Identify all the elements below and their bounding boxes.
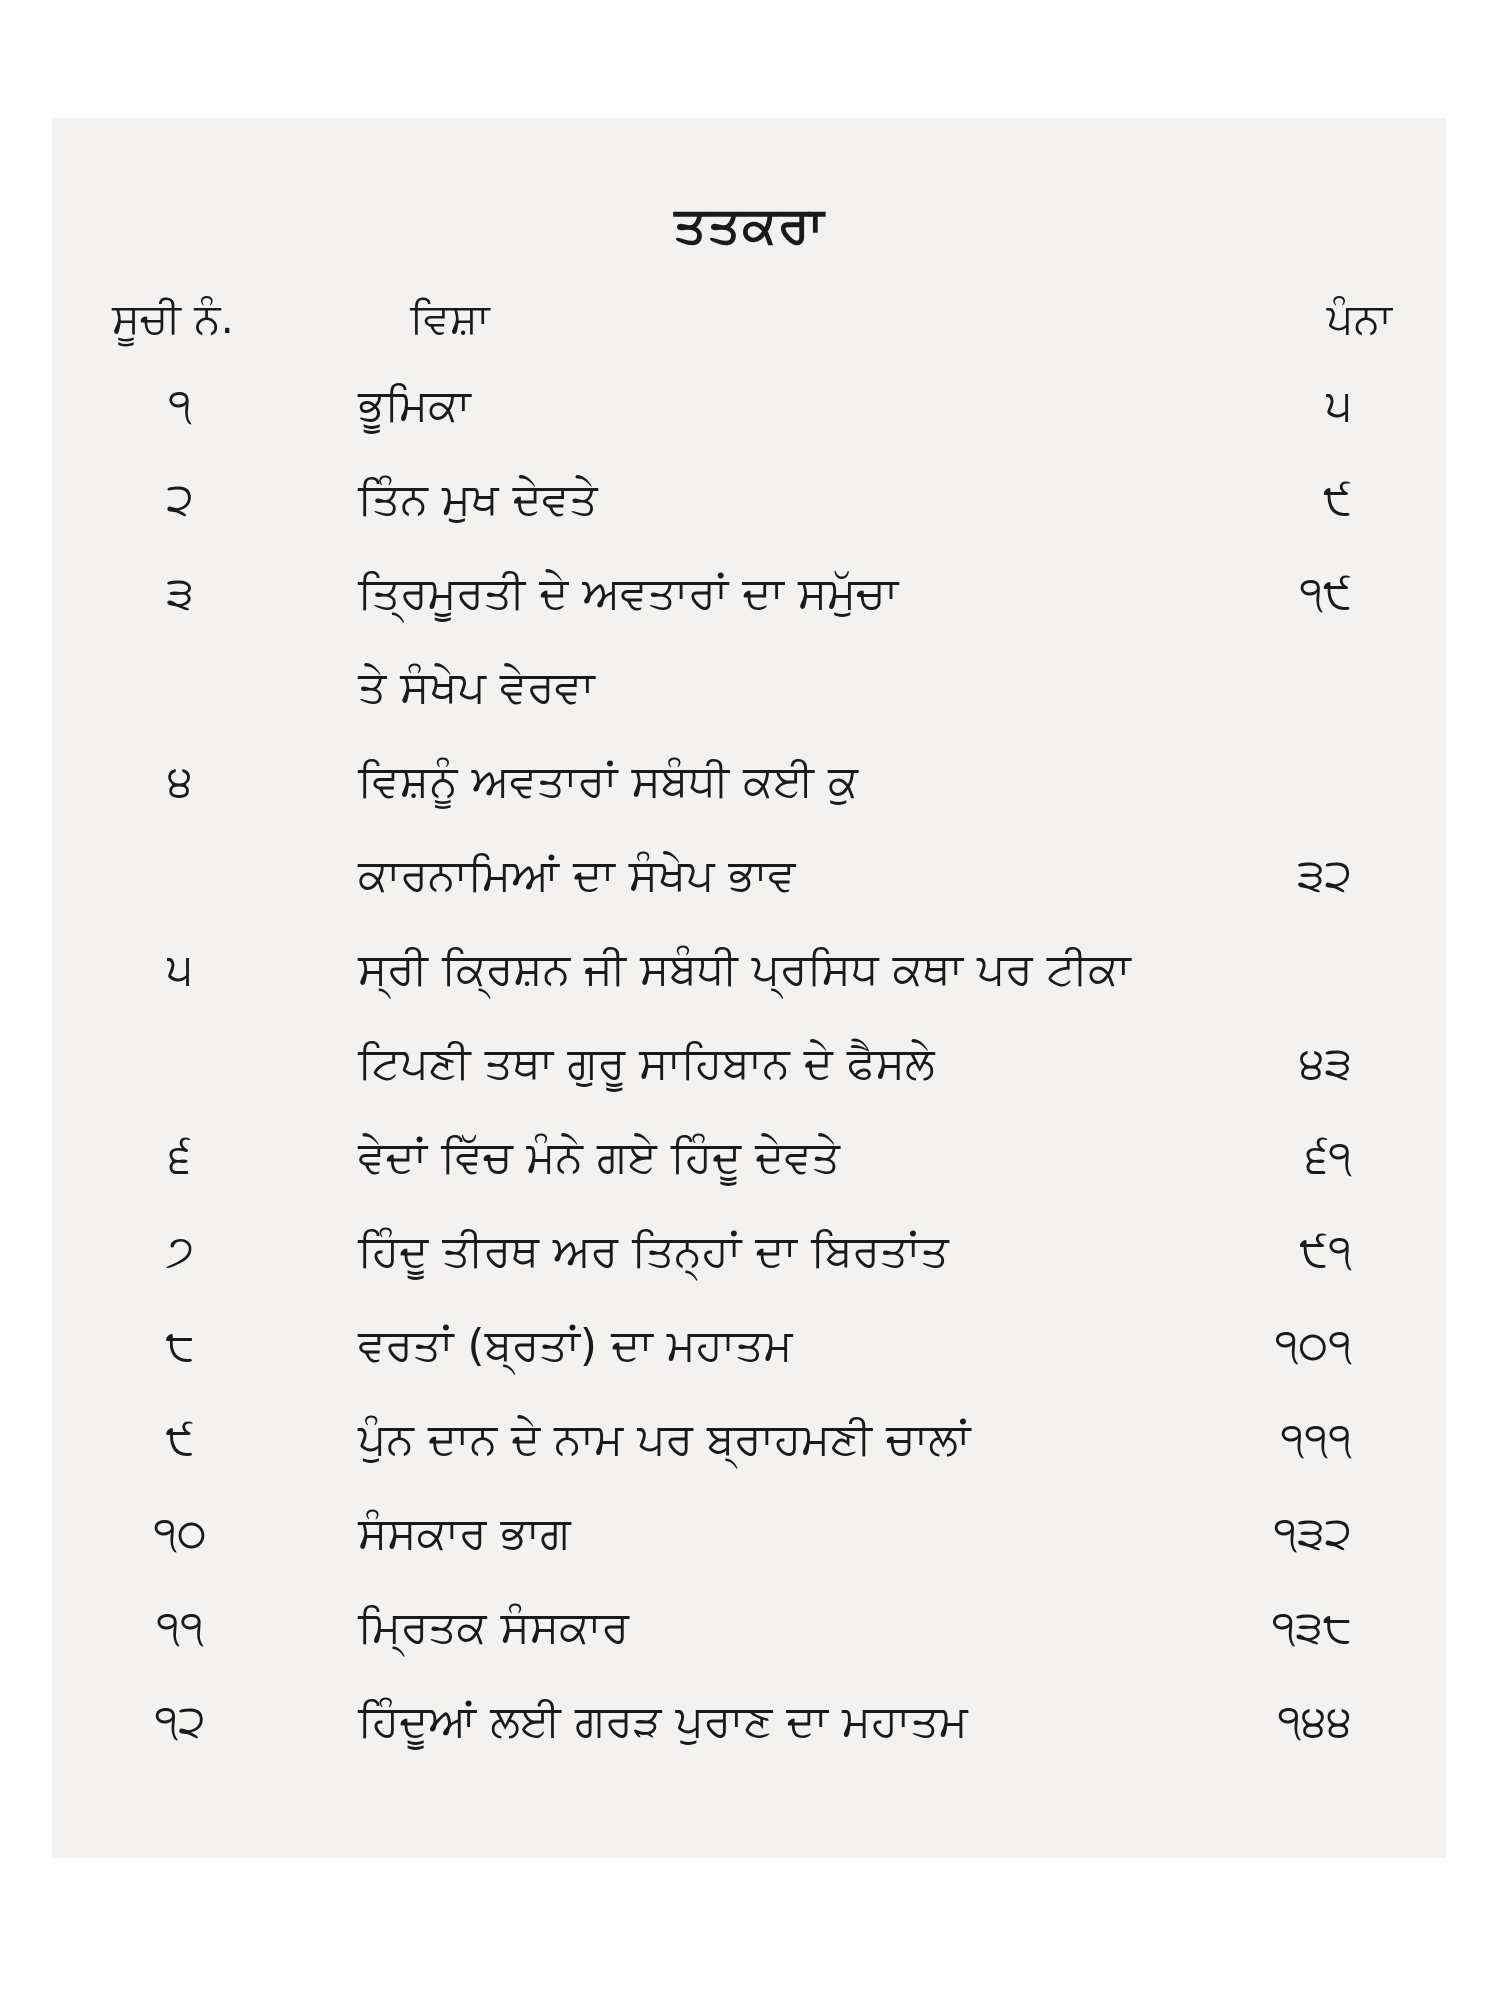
toc-line (0, 1310, 1500, 1404)
toc-line (0, 746, 1500, 840)
toc-entry-page: ੧੦੧ (1274, 1320, 1352, 1371)
toc-entry-page: ੧੩੨ (1273, 1508, 1352, 1559)
toc-entry-topic: ਭੂਮਿਕਾ (358, 380, 471, 431)
column-header-page: ਪੰਨਾ (1326, 294, 1392, 343)
toc-entry-page: ੧੧੧ (1280, 1414, 1352, 1465)
toc-entry-topic: ਤਿੰਨ ਮੁਖ ਦੇਵਤੇ (358, 474, 598, 525)
toc-line (0, 1498, 1500, 1592)
toc-list (0, 370, 1500, 1780)
toc-entry-number: ੨ (166, 474, 194, 525)
toc-entry-page: ੯ (1323, 474, 1352, 525)
toc-entry-number: ੪ (167, 756, 193, 807)
toc-entry-number: ੧੦ (153, 1508, 207, 1559)
toc-line (0, 558, 1500, 652)
toc-entry-page: ੫ (1326, 380, 1352, 431)
toc-entry-page: ੯੧ (1299, 1226, 1352, 1277)
toc-entry-topic: ਹਿੰਦੂ ਤੀਰਥ ਅਰ ਤਿਨ੍ਹਾਂ ਦਾ ਬਿਰਤਾਂਤ (358, 1226, 949, 1277)
toc-line (0, 1686, 1500, 1780)
toc-entry-number: ੧੨ (154, 1696, 206, 1747)
toc-line (0, 370, 1500, 464)
toc-entry-topic: ਟਿਪਣੀ ਤਥਾ ਗੁਰੂ ਸਾਹਿਬਾਨ ਦੇ ਫੈਸਲੇ (358, 1038, 935, 1089)
toc-entry-topic: ਸੰਸਕਾਰ ਭਾਗ (358, 1508, 571, 1559)
toc-entry-page: ੪੩ (1299, 1038, 1352, 1089)
toc-line (0, 464, 1500, 558)
toc-line (0, 840, 1500, 934)
toc-entry-topic: ਮ੍ਰਿਤਕ ਸੰਸਕਾਰ (358, 1602, 630, 1653)
toc-entry-page: ੧੯ (1299, 568, 1352, 619)
toc-line (0, 1028, 1500, 1122)
toc-entry-page: ੩੨ (1297, 850, 1352, 901)
toc-entry-topic: ਵਰਤਾਂ (ਬ੍ਰਤਾਂ) ਦਾ ਮਹਾਤਮ (358, 1320, 793, 1371)
toc-entry-topic: ਵਿਸ਼ਨੂੰ ਅਵਤਾਰਾਂ ਸਬੰਧੀ ਕਈ ਕੁ (358, 756, 858, 807)
toc-entry-topic: ਤੇ ਸੰਖੇਪ ਵੇਰਵਾ (358, 662, 595, 713)
toc-entry-page: ੬੧ (1305, 1132, 1352, 1183)
toc-entry-topic: ਸ੍ਰੀ ਕ੍ਰਿਸ਼ਨ ਜੀ ਸਬੰਧੀ ਪ੍ਰਸਿਧ ਕਥਾ ਪਰ ਟੀਕਾ (358, 944, 1131, 995)
toc-line (0, 1122, 1500, 1216)
column-header-number: ਸੂਚੀ ਨੰ. (112, 294, 234, 343)
toc-entry-number: ੩ (166, 568, 194, 619)
toc-line (0, 934, 1500, 1028)
toc-entry-topic: ਵੇਦਾਂ ਵਿੱਚ ਮੰਨੇ ਗਏ ਹਿੰਦੂ ਦੇਵਤੇ (358, 1132, 840, 1183)
toc-entry-number: ੭ (165, 1226, 195, 1277)
toc-entry-number: ੮ (165, 1320, 195, 1371)
page-title: ਤਤਕਰਾ (674, 196, 826, 254)
toc-entry-page: ੧੪੪ (1277, 1696, 1352, 1747)
toc-line (0, 1404, 1500, 1498)
toc-entry-topic: ਕਾਰਨਾਮਿਆਂ ਦਾ ਸੰਖੇਪ ਭਾਵ (358, 850, 796, 901)
toc-entry-number: ੫ (167, 944, 193, 995)
toc-line (0, 1592, 1500, 1686)
toc-entry-topic: ਹਿੰਦੂਆਂ ਲਈ ਗਰੜ ਪੁਰਾਣ ਦਾ ਮਹਾਤਮ (358, 1696, 968, 1747)
toc-entry-number: ੧ (168, 380, 192, 431)
toc-entry-number: ੬ (168, 1132, 192, 1183)
toc-entry-topic: ਪੁੰਨ ਦਾਨ ਦੇ ਨਾਮ ਪਰ ਬ੍ਰਾਹਮਣੀ ਚਾਲਾਂ (358, 1414, 971, 1465)
toc-entry-number: ੯ (165, 1414, 195, 1465)
toc-line (0, 652, 1500, 746)
toc-entry-page: ੧੩੮ (1271, 1602, 1352, 1653)
column-header-topic: ਵਿਸ਼ਾ (410, 294, 490, 343)
toc-entry-number: ੧੧ (156, 1602, 204, 1653)
toc-line (0, 1216, 1500, 1310)
toc-entry-topic: ਤ੍ਰਿਮੂਰਤੀ ਦੇ ਅਵਤਾਰਾਂ ਦਾ ਸਮੁੱਚਾ (358, 568, 899, 619)
